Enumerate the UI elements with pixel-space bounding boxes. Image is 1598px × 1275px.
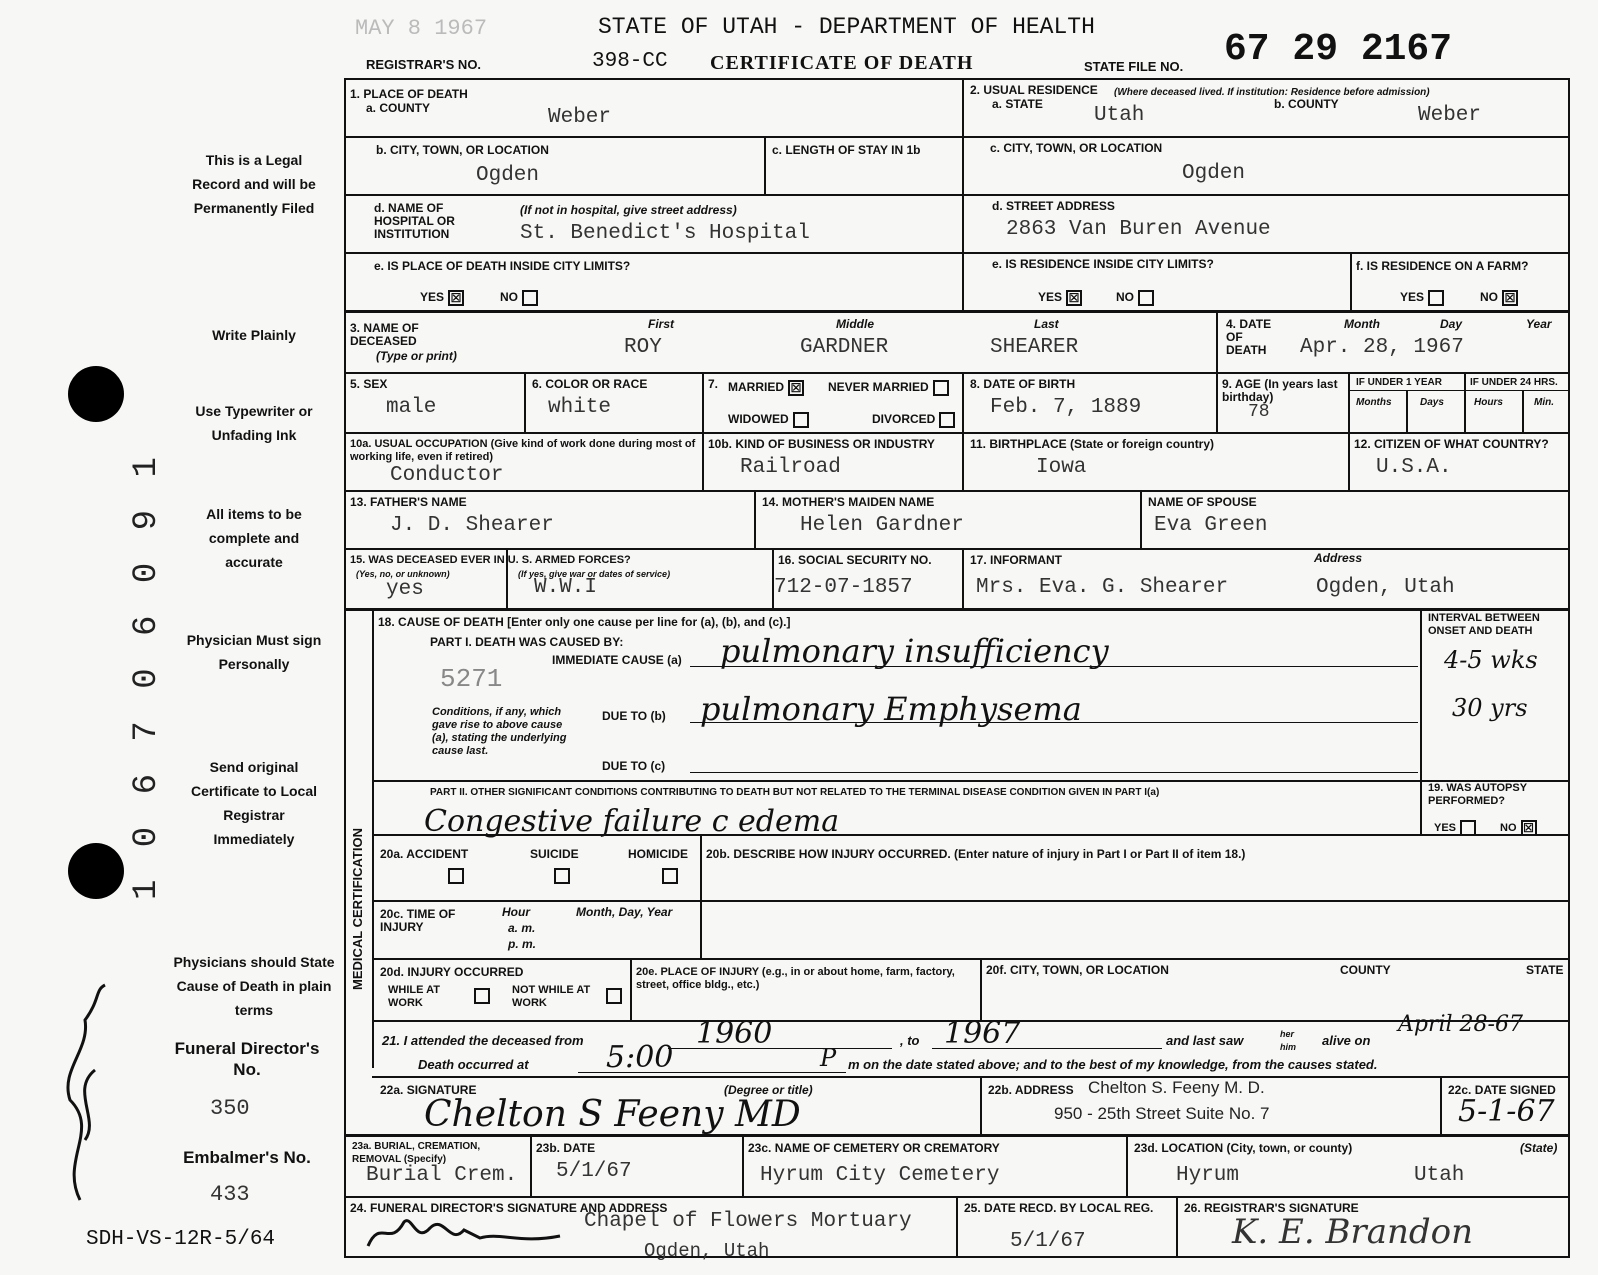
- age-label: 9. AGE (In years last birthday): [1222, 377, 1338, 404]
- death-city: Ogden: [476, 164, 540, 187]
- received-stamp: MAY 8 1967: [355, 16, 488, 41]
- embalmer-no: 433: [210, 1182, 250, 1207]
- residence-label: 2. USUAL RESIDENCE: [970, 83, 1098, 97]
- occupation-label: 10a. USUAL OCCUPATION (Give kind of work done during most of working life, even if retired): [350, 438, 696, 463]
- her-him-label: her him: [1280, 1029, 1297, 1052]
- citizen: U.S.A.: [1376, 456, 1452, 479]
- city-label: b. CITY, TOWN, OR LOCATION: [376, 143, 549, 157]
- under-day-label: IF UNDER 24 HRS.: [1470, 377, 1558, 388]
- hospital-label: d. NAME OF HOSPITAL OR INSTITUTION: [374, 201, 455, 241]
- autopsy-yes: YES: [1434, 820, 1476, 836]
- registrar-sig-label: 26. REGISTRAR'S SIGNATURE: [1184, 1201, 1359, 1215]
- accident-label: 20a. ACCIDENT: [380, 847, 469, 861]
- date-signed: 5-1-67: [1458, 1094, 1555, 1129]
- res-inside-label: e. IS RESIDENCE INSIDE CITY LIMITS?: [992, 257, 1214, 271]
- last-label: Last: [1034, 317, 1059, 331]
- checkbox-res-no[interactable]: [1138, 290, 1154, 306]
- interval-b: 30 yrs: [1452, 694, 1528, 722]
- checkbox-not-while[interactable]: [606, 988, 622, 1004]
- occupation: Conductor: [390, 464, 504, 487]
- registrar-no-label: REGISTRAR'S NO.: [366, 57, 482, 72]
- res-county-label: b. COUNTY: [1274, 97, 1339, 111]
- mother-name: Helen Gardner: [800, 514, 964, 537]
- side-typewriter: Use Typewriter or Unfading Ink: [195, 403, 313, 443]
- due-b-label: DUE TO (b): [602, 709, 666, 723]
- middle-name: GARDNER: [800, 336, 889, 359]
- father-label: 13. FATHER'S NAME: [350, 495, 467, 509]
- death-occurred-label: Death occurred at: [418, 1057, 529, 1072]
- armed-forces-label: 15. WAS DECEASED EVER IN U. S. ARMED FORCES?: [350, 554, 631, 566]
- signature-label: 22a. SIGNATURE: [380, 1083, 477, 1097]
- date-received: 5/1/67: [1010, 1230, 1086, 1253]
- describe-label: 20b. DESCRIBE HOW INJURY OCCURRED. (Enter nature of injury in Part I or Part II of item 18.): [706, 847, 1246, 861]
- part2-label: PART II. OTHER SIGNIFICANT CONDITIONS CONTRIBUTING TO DEATH BUT NOT RELATED TO THE TERMINAL DISEASE CONDITION GIVEN IN PART I(a): [430, 787, 1160, 798]
- type-or-print: (Type or print): [376, 349, 457, 363]
- mother-label: 14. MOTHER'S MAIDEN NAME: [762, 495, 935, 509]
- res-city: Ogden: [1182, 162, 1246, 185]
- attended-text2: m on the date stated above; and to the best of my knowledge, from the causes stated.: [848, 1057, 1378, 1072]
- death-ampm: P: [820, 1044, 837, 1072]
- day-label: Day: [1440, 317, 1463, 331]
- part2-value: Congestive failure c edema: [424, 804, 840, 839]
- immediate-label: IMMEDIATE CAUSE (a): [552, 653, 682, 667]
- funeral-director-label: Funeral Director's No.: [174, 1039, 320, 1079]
- informant-label: 17. INFORMANT: [970, 553, 1063, 567]
- immediate-cause: pulmonary insufficiency: [720, 632, 1109, 670]
- part1-label: PART I. DEATH WAS CAUSED BY:: [430, 635, 624, 649]
- cemetery-state: Utah: [1414, 1164, 1465, 1187]
- months-label: Months: [1356, 397, 1392, 408]
- hours-label: Hours: [1474, 397, 1503, 408]
- funeral-director-no: 350: [210, 1096, 250, 1121]
- embalmer-label: Embalmer's No.: [183, 1148, 311, 1167]
- checkbox-married[interactable]: ☒: [788, 380, 804, 396]
- due-c-label: DUE TO (c): [602, 759, 666, 773]
- pm-label: p. m.: [508, 937, 537, 951]
- never-married-option: NEVER MARRIED: [828, 380, 949, 396]
- due-to-b: pulmonary Emphysema: [700, 690, 1082, 728]
- race: white: [548, 396, 612, 419]
- vertical-serial-number: 1 0 6 7 0 6 0 9 1: [128, 451, 166, 900]
- checkbox-never-married[interactable]: [933, 380, 949, 396]
- homicide-label: HOMICIDE: [628, 847, 688, 861]
- hour-label: Hour: [502, 905, 530, 919]
- divorced-option: DIVORCED: [872, 412, 955, 428]
- date-signed-label: 22c. DATE SIGNED: [1448, 1083, 1556, 1097]
- attended-to: 1967: [944, 1016, 1021, 1051]
- middle-label: Middle: [836, 317, 874, 331]
- side-complete: All items to be complete and accurate: [206, 506, 302, 570]
- side-physicians-should: Physicians should State Cause of Death in plain terms: [173, 954, 335, 1018]
- checkbox-farm-no[interactable]: ☒: [1502, 290, 1518, 306]
- cemetery-state-label: (State): [1520, 1141, 1558, 1155]
- res-inside-no: NO: [1116, 290, 1154, 306]
- physician-signature: Chelton S Feeny MD: [424, 1094, 801, 1135]
- registrar-signature: K. E. Brandon: [1232, 1212, 1473, 1252]
- farm-no: NO ☒: [1480, 290, 1518, 306]
- ssn: 712-07-1857: [774, 576, 913, 599]
- degree-label: (Degree or title): [724, 1083, 813, 1097]
- autopsy-no: NO ☒: [1500, 820, 1537, 836]
- registrar-no: 398-CC: [592, 50, 668, 73]
- funeral-director-sig-label: 24. FUNERAL DIRECTOR'S SIGNATURE AND ADDRESS: [350, 1201, 668, 1215]
- res-city-label: c. CITY, TOWN, OR LOCATION: [990, 141, 1163, 155]
- length-of-stay-label: c. LENGTH OF STAY IN 1b: [772, 143, 921, 157]
- first-label: First: [648, 317, 675, 331]
- form-title: STATE OF UTAH - DEPARTMENT OF HEALTH: [598, 14, 1095, 40]
- married-option: MARRIED ☒: [728, 380, 804, 396]
- certificate-title: CERTIFICATE OF DEATH: [710, 52, 974, 74]
- business-label: 10b. KIND OF BUSINESS OR INDUSTRY: [708, 437, 935, 451]
- birthplace: Iowa: [1036, 456, 1087, 479]
- checkbox-while-work[interactable]: [474, 988, 490, 1004]
- war-note: (If yes, give war or dates of service): [518, 569, 671, 579]
- min-label: Min.: [1534, 397, 1554, 408]
- informant-address-label: Address: [1314, 551, 1363, 565]
- punch-hole-top: [68, 366, 124, 422]
- funeral-home: Chapel of Flowers Mortuary: [584, 1210, 912, 1233]
- date-of-birth: Feb. 7, 1889: [990, 396, 1142, 419]
- informant-name: Mrs. Eva. G. Shearer: [976, 576, 1229, 599]
- physician-address-2: 950 - 25th Street Suite No. 7: [1054, 1104, 1270, 1123]
- place-of-injury-label: 20e. PLACE OF INJURY (e.g., in or about home, farm, factory, street, office bldg., etc.): [636, 966, 955, 991]
- time-of-injury-label: 20c. TIME OF INJURY: [380, 907, 456, 934]
- autopsy-label: 19. WAS AUTOPSY PERFORMED?: [1428, 782, 1527, 807]
- days-label: Days: [1420, 397, 1444, 408]
- attended-text: 21. I attended the deceased from: [382, 1033, 584, 1048]
- not-while-label: NOT WHILE AT WORK: [512, 984, 591, 1009]
- physician-address-label: 22b. ADDRESS: [988, 1083, 1074, 1097]
- punch-hole-bottom: [68, 843, 124, 899]
- hospital-note: (If not in hospital, give street address): [520, 203, 737, 217]
- city-injury-label: 20f. CITY, TOWN, OR LOCATION: [986, 963, 1169, 977]
- date-of-death-label: 4. DATE OF DEATH: [1226, 317, 1272, 357]
- side-send-original: Send original Certificate to Local Registrar Immediately: [190, 759, 318, 847]
- checkbox-res-yes[interactable]: ☒: [1066, 290, 1082, 306]
- farm-yes: YES: [1400, 290, 1444, 306]
- interval-label: INTERVAL BETWEEN ONSET AND DEATH: [1428, 612, 1540, 637]
- suicide-label: SUICIDE: [530, 847, 579, 861]
- under-year-label: IF UNDER 1 YEAR: [1356, 377, 1442, 388]
- checkbox-divorced[interactable]: [939, 412, 955, 428]
- state-injury-label: STATE: [1526, 963, 1564, 977]
- cemetery-label: 23c. NAME OF CEMETERY OR CREMATORY: [748, 1141, 1000, 1155]
- state-file-no: 67 29 2167: [1224, 28, 1453, 71]
- spouse-name: Eva Green: [1154, 514, 1268, 537]
- place-of-death-label: 1. PLACE OF DEATH: [350, 87, 468, 101]
- month-label: Month: [1344, 317, 1380, 331]
- res-street-label: d. STREET ADDRESS: [992, 199, 1115, 213]
- date-received-label: 25. DATE RECD. BY LOCAL REG.: [964, 1201, 1154, 1215]
- am-label: a. m.: [508, 921, 536, 935]
- side-signature: [40, 980, 120, 1210]
- side-legal-note: This is a Legal Record and will be Permanently Filed: [192, 152, 316, 216]
- burial-label: 23a. BURIAL, CREMATION, REMOVAL (Specify): [352, 1141, 481, 1165]
- armed-forces-note: (Yes, no, or unknown): [356, 569, 450, 579]
- dob-label: 8. DATE OF BIRTH: [970, 377, 1076, 391]
- checkbox-suicide[interactable]: [554, 868, 570, 884]
- date-of-death: Apr. 28, 1967: [1300, 336, 1464, 359]
- injury-occurred-label: 20d. INJURY OCCURRED: [380, 965, 524, 979]
- cause-code: 5271: [440, 664, 503, 694]
- alive-on-label: alive on: [1322, 1033, 1371, 1048]
- cemetery-location-label: 23d. LOCATION (City, town, or county): [1134, 1141, 1353, 1155]
- burial-date: 5/1/67: [556, 1160, 632, 1183]
- inside-city-no: NO: [500, 290, 538, 306]
- checkbox-yes[interactable]: ☒: [448, 290, 464, 306]
- birthplace-label: 11. BIRTHPLACE (State or foreign country): [970, 437, 1215, 451]
- checkbox-accident[interactable]: [448, 868, 464, 884]
- interval-a: 4-5 wks: [1444, 646, 1538, 674]
- medical-certification-label: MEDICAL CERTIFICATION: [350, 827, 365, 990]
- checkbox-autopsy-no[interactable]: ☒: [1521, 820, 1537, 836]
- state-file-label: STATE FILE NO.: [1084, 59, 1184, 74]
- sex: male: [386, 396, 437, 419]
- residence-note: (Where deceased lived. If institution: Residence before admission): [1114, 87, 1430, 98]
- form-number: SDH-VS-12R-5/64: [86, 1228, 276, 1251]
- year-label: Year: [1526, 317, 1552, 331]
- while-work-label: WHILE AT WORK: [388, 984, 440, 1009]
- res-state: Utah: [1094, 104, 1145, 127]
- widowed-option: WIDOWED: [728, 412, 809, 428]
- death-time: 5:00: [606, 1040, 674, 1075]
- informant-address: Ogden, Utah: [1316, 576, 1455, 599]
- alive-on-date: April 28-67: [1398, 1012, 1523, 1037]
- checkbox-widowed[interactable]: [793, 412, 809, 428]
- physician-address-1: Chelton S. Feeny M. D.: [1088, 1078, 1265, 1097]
- farm-label: f. IS RESIDENCE ON A FARM?: [1356, 259, 1529, 273]
- checkbox-no[interactable]: [522, 290, 538, 306]
- res-county: Weber: [1418, 104, 1482, 127]
- last-name: SHEARER: [990, 336, 1079, 359]
- funeral-home-city: Ogden, Utah: [644, 1240, 770, 1262]
- citizen-label: 12. CITIZEN OF WHAT COUNTRY?: [1354, 437, 1549, 451]
- race-label: 6. COLOR OR RACE: [532, 377, 648, 391]
- first-name: ROY: [624, 336, 662, 359]
- checkbox-farm-yes[interactable]: [1428, 290, 1444, 306]
- sex-label: 5. SEX: [350, 377, 388, 391]
- funeral-director-signature: [360, 1208, 570, 1254]
- county-label: a. COUNTY: [366, 101, 431, 115]
- side-write-plainly: Write Plainly: [212, 327, 296, 343]
- spouse-label: NAME OF SPOUSE: [1148, 495, 1257, 509]
- attended-from: 1960: [696, 1016, 773, 1051]
- res-state-label: a. STATE: [992, 97, 1043, 111]
- cemetery-location: Hyrum: [1176, 1164, 1240, 1187]
- checkbox-autopsy-yes[interactable]: [1460, 820, 1476, 836]
- last-saw-label: and last saw: [1166, 1033, 1244, 1048]
- age: 78: [1248, 402, 1270, 422]
- hospital-name: St. Benedict's Hospital: [520, 222, 810, 245]
- conditions-note: Conditions, if any, which gave rise to above cause (a), stating the underlying cause last.: [432, 706, 567, 757]
- to-label: , to: [900, 1033, 920, 1048]
- side-physician: Physician Must sign Personally: [186, 632, 322, 672]
- armed-forces: yes: [386, 578, 424, 601]
- war-service: W.W.I: [534, 576, 598, 599]
- burial-date-label: 23b. DATE: [536, 1141, 596, 1155]
- mdy-label: Month, Day, Year: [576, 905, 673, 919]
- father-name: J. D. Shearer: [390, 514, 554, 537]
- cemetery: Hyrum City Cemetery: [760, 1164, 1000, 1187]
- burial-value: Burial Crem.: [366, 1164, 518, 1187]
- checkbox-homicide[interactable]: [662, 868, 678, 884]
- inside-city-yes: YES ☒: [420, 290, 464, 306]
- death-county: Weber: [548, 106, 612, 129]
- res-street: 2863 Van Buren Avenue: [1006, 218, 1271, 241]
- county-injury-label: COUNTY: [1340, 963, 1391, 977]
- business: Railroad: [740, 456, 841, 479]
- inside-city-label: e. IS PLACE OF DEATH INSIDE CITY LIMITS?: [374, 259, 631, 273]
- marital-num: 7.: [708, 377, 719, 391]
- res-inside-yes: YES ☒: [1038, 290, 1082, 306]
- cause-label: 18. CAUSE OF DEATH [Enter only one cause per line for (a), (b), and (c).]: [378, 615, 791, 629]
- deceased-name-label: 3. NAME OF DECEASED: [350, 321, 419, 348]
- ssn-label: 16. SOCIAL SECURITY NO.: [778, 553, 932, 567]
